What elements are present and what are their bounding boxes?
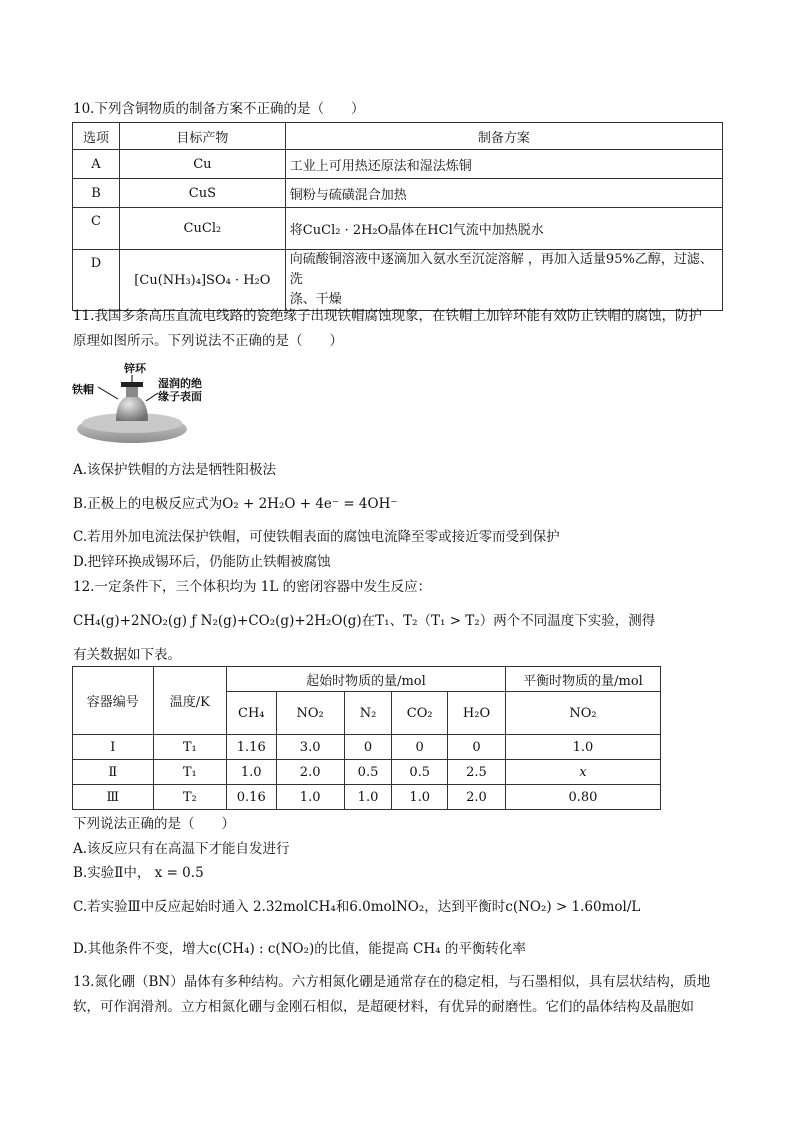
q11-option-d: D.把锌环换成锡环后，仍能防止铁帽被腐蚀 <box>73 554 331 570</box>
q10-table <box>72 122 723 311</box>
q12-option-d: D.其他条件不变，增大c(CH₄) : c(NO₂)的比值，能提高 CH₄ 的平衡转化率 <box>73 941 526 957</box>
plan-cell: 将CuCl₂ · 2H₂O晶体在HCl气流中加热脱水 <box>285 208 722 250</box>
insulator-figure <box>72 363 232 455</box>
q12-stem-line-2: 有关数据如下表。 <box>73 647 181 663</box>
q12-option-c: C.若实验Ⅲ中反应起始时通入 2.32molCH₄和6.0molNO₂，达到平衡时c(NO₂) > 1.60mol/L <box>73 899 641 915</box>
zinc-ring-label: 锌环 <box>124 362 146 375</box>
q10-stem: 10.下列含铜物质的制备方案不正确的是（ ） <box>73 101 365 117</box>
surface-label-line-1: 湿润的绝 <box>158 377 202 390</box>
insulator-illustration <box>72 363 232 455</box>
header-initial-moles: 起始时物质的量/mol <box>226 667 505 692</box>
subheader-n2: N₂ <box>344 692 392 735</box>
cell: 0 <box>392 735 448 760</box>
subheader-no2: NO₂ <box>276 692 344 735</box>
cell: 1.0 <box>344 785 392 810</box>
option-cell: A <box>73 150 120 179</box>
option-cell: B <box>73 179 120 208</box>
header-option: 选项 <box>73 123 120 150</box>
table-row <box>73 208 723 250</box>
plan-cell: 铜粉与硫磺混合加热 <box>285 179 722 208</box>
subheader-h2o: H₂O <box>448 692 506 735</box>
q12-table <box>72 666 661 810</box>
table-row <box>73 735 661 760</box>
table-row <box>73 785 661 810</box>
cell: 0 <box>344 735 392 760</box>
subheader-co2: CO₂ <box>392 692 448 735</box>
subheader-eq-no2: NO₂ <box>505 692 660 735</box>
table-row <box>73 150 723 179</box>
table-row <box>73 250 723 311</box>
plan-cell <box>285 250 722 311</box>
cell: 0.5 <box>344 760 392 785</box>
cell: 1.16 <box>226 735 276 760</box>
surface-label-line-2: 缘子表面 <box>158 390 202 403</box>
cell: 1.0 <box>276 785 344 810</box>
plan-line-2: 涤、干燥 <box>289 292 342 307</box>
q12-option-a: A.该反应只有在高温下才能自发进行 <box>73 841 290 857</box>
insulator-surface-label <box>158 377 202 403</box>
plan-cell: 工业上可用热还原法和湿法炼铜 <box>285 150 722 179</box>
q11-stem-line-1: 11.我国多条高压直流电线路的瓷绝缘子出现铁帽腐蚀现象，在铁帽上加锌环能有效防止铁帽的腐蚀，防护 <box>73 308 702 324</box>
cell: 1.0 <box>505 735 660 760</box>
cell: 3.0 <box>276 735 344 760</box>
table-header-row <box>73 667 661 692</box>
cell: Ⅱ <box>73 760 154 785</box>
iron-cap-label: 铁帽 <box>72 383 94 396</box>
q11-option-c: C.若用外加电流法保护铁帽，可使铁帽表面的腐蚀电流降至零或接近零而受到保护 <box>73 529 560 545</box>
cell: T₁ <box>153 760 226 785</box>
q11-stem-line-2: 原理如图所示。下列说法不正确的是（ ） <box>73 333 343 349</box>
product-cell: [Cu(NH₃)₄]SO₄ · H₂O <box>119 250 285 311</box>
cell: 0 <box>448 735 506 760</box>
cell: 0.5 <box>392 760 448 785</box>
cell: 2.0 <box>448 785 506 810</box>
cell: Ⅲ <box>73 785 154 810</box>
product-cell: Cu <box>119 150 285 179</box>
q13-line-1: 13.氮化硼（BN）晶体有多种结构。六方相氮化硼是通常存在的稳定相，与石墨相似，具有层状结构，质地 <box>73 974 711 990</box>
cell: 1.0 <box>226 760 276 785</box>
table-row <box>73 179 723 208</box>
header-product: 目标产物 <box>119 123 285 150</box>
q13-line-2: 软，可作润滑剂。立方相氮化硼与金刚石相似，是超硬材料，有优异的耐磨性。它们的晶体结构及晶胞如 <box>73 999 694 1015</box>
option-cell: D <box>73 250 120 311</box>
product-cell: CuS <box>119 179 285 208</box>
q12-option-b: B.实验Ⅱ中， x = 0.5 <box>73 865 204 881</box>
plan-line-1: 向硫酸铜溶液中逐滴加入氨水至沉淀溶解 ，再加入适量95%乙醇，过滤、洗 <box>289 252 713 287</box>
header-plan: 制备方案 <box>285 123 722 150</box>
q12-stem-line-1: 12.一定条件下，三个体积均为 1L 的密闭容器中发生反应： <box>73 579 432 595</box>
option-cell: C <box>73 208 120 250</box>
q11-option-a: A.该保护铁帽的方法是牺牲阳极法 <box>73 462 277 478</box>
header-container: 容器编号 <box>73 667 154 735</box>
cell: 2.5 <box>448 760 506 785</box>
cell: x <box>505 760 660 785</box>
q11-option-b: B.正极上的电极反应式为O₂ + 2H₂O + 4e⁻ = 4OH⁻ <box>73 496 398 512</box>
cell: Ⅰ <box>73 735 154 760</box>
cell: 0.16 <box>226 785 276 810</box>
subheader-ch4: CH₄ <box>226 692 276 735</box>
cell: 2.0 <box>276 760 344 785</box>
header-temperature: 温度/K <box>153 667 226 735</box>
table-header-row <box>73 123 723 150</box>
cell: 0.80 <box>505 785 660 810</box>
q12-question: 下列说法正确的是（ ） <box>73 816 235 832</box>
cell: 1.0 <box>392 785 448 810</box>
q12-equation: CH₄(g)+2NO₂(g) ƒ N₂(g)+CO₂(g)+2H₂O(g)在T₁、T₂（T₁ > T₂）两个不同温度下实验，测得 <box>73 613 656 629</box>
table-row <box>73 760 661 785</box>
header-equilibrium-moles: 平衡时物质的量/mol <box>505 667 660 692</box>
product-cell: CuCl₂ <box>119 208 285 250</box>
cell: T₁ <box>153 735 226 760</box>
cell: T₂ <box>153 785 226 810</box>
